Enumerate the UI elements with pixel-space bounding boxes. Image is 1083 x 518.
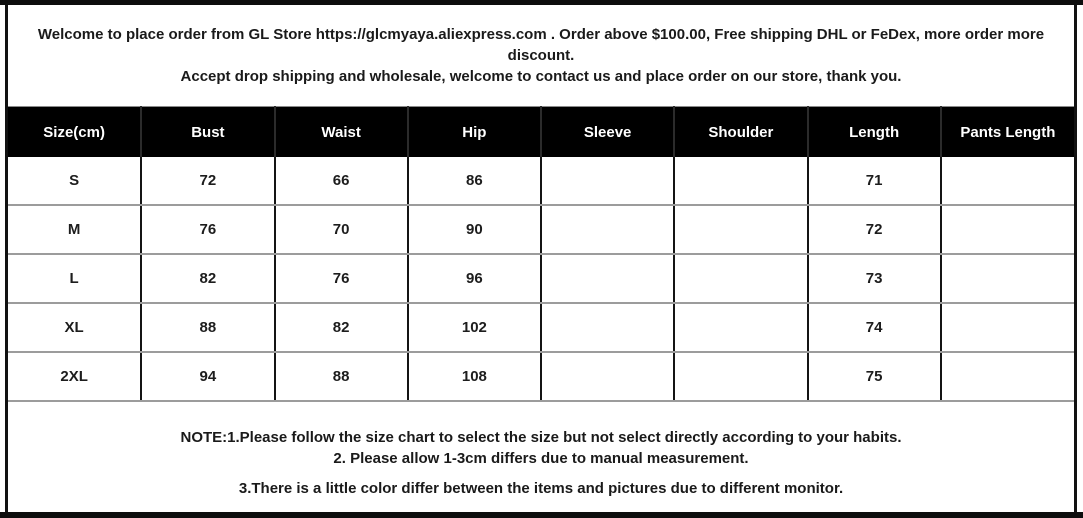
column-header: Waist bbox=[275, 107, 408, 158]
note-line-3: 3.There is a little color differ between the items and pictures due to different monitor. bbox=[238, 480, 844, 497]
measurement-cell: 72 bbox=[808, 205, 941, 254]
notes-section bbox=[8, 402, 1074, 512]
measurement-cell: 73 bbox=[808, 254, 941, 303]
column-header: Size(cm) bbox=[8, 107, 141, 158]
measurement-cell bbox=[941, 157, 1074, 205]
banner-line-2: Accept drop shipping and wholesale, welcome to contact us and place order on our store, thank you. bbox=[180, 68, 902, 85]
measurement-cell: 108 bbox=[408, 352, 541, 401]
bottom-border-bar bbox=[0, 512, 1083, 518]
measurement-cell: 82 bbox=[141, 254, 274, 303]
measurement-cell bbox=[674, 157, 807, 205]
measurement-cell: 82 bbox=[275, 303, 408, 352]
measurement-cell bbox=[541, 303, 674, 352]
measurement-cell: 96 bbox=[408, 254, 541, 303]
measurement-cell bbox=[674, 303, 807, 352]
banner-line-1: Welcome to place order from GL Store https://glcmyaya.aliexpress.com . Order above $100.00, Free shipping DHL or FeDex, more order more discount. bbox=[37, 26, 1045, 64]
column-header: Shoulder bbox=[674, 107, 807, 158]
table-row bbox=[8, 254, 1074, 303]
note-line-2: 2. Please allow 1-3cm differs due to manual measurement. bbox=[333, 450, 749, 467]
measurement-cell bbox=[674, 352, 807, 401]
measurement-cell: 90 bbox=[408, 205, 541, 254]
measurement-cell: 72 bbox=[141, 157, 274, 205]
size-chart-table bbox=[8, 106, 1074, 402]
size-cell: M bbox=[8, 205, 141, 254]
measurement-cell: 66 bbox=[275, 157, 408, 205]
measurement-cell: 86 bbox=[408, 157, 541, 205]
measurement-cell bbox=[941, 254, 1074, 303]
header-row bbox=[8, 107, 1074, 158]
measurement-cell: 75 bbox=[808, 352, 941, 401]
measurement-cell: 102 bbox=[408, 303, 541, 352]
column-header: Pants Length bbox=[941, 107, 1074, 158]
measurement-cell bbox=[541, 352, 674, 401]
column-header: Bust bbox=[141, 107, 274, 158]
measurement-cell bbox=[941, 205, 1074, 254]
column-header: Hip bbox=[408, 107, 541, 158]
table-head bbox=[8, 107, 1074, 158]
measurement-cell bbox=[541, 205, 674, 254]
content-frame bbox=[5, 5, 1077, 512]
measurement-cell bbox=[674, 254, 807, 303]
measurement-cell bbox=[541, 157, 674, 205]
measurement-cell bbox=[941, 303, 1074, 352]
column-header: Sleeve bbox=[541, 107, 674, 158]
measurement-cell: 70 bbox=[275, 205, 408, 254]
measurement-cell: 88 bbox=[275, 352, 408, 401]
size-cell: S bbox=[8, 157, 141, 205]
size-cell: XL bbox=[8, 303, 141, 352]
table-row bbox=[8, 157, 1074, 205]
store-welcome-banner bbox=[8, 5, 1074, 106]
measurement-cell: 94 bbox=[141, 352, 274, 401]
table-body bbox=[8, 157, 1074, 401]
size-cell: L bbox=[8, 254, 141, 303]
table-row bbox=[8, 205, 1074, 254]
size-cell: 2XL bbox=[8, 352, 141, 401]
measurement-cell: 74 bbox=[808, 303, 941, 352]
measurement-cell: 88 bbox=[141, 303, 274, 352]
measurement-cell: 76 bbox=[275, 254, 408, 303]
measurement-cell: 76 bbox=[141, 205, 274, 254]
measurement-cell bbox=[941, 352, 1074, 401]
measurement-cell: 71 bbox=[808, 157, 941, 205]
measurement-cell bbox=[541, 254, 674, 303]
table-row bbox=[8, 352, 1074, 401]
column-header: Length bbox=[808, 107, 941, 158]
table-row bbox=[8, 303, 1074, 352]
note-line-1: NOTE:1.Please follow the size chart to select the size but not select directly according to your habits. bbox=[180, 429, 902, 446]
measurement-cell bbox=[674, 205, 807, 254]
